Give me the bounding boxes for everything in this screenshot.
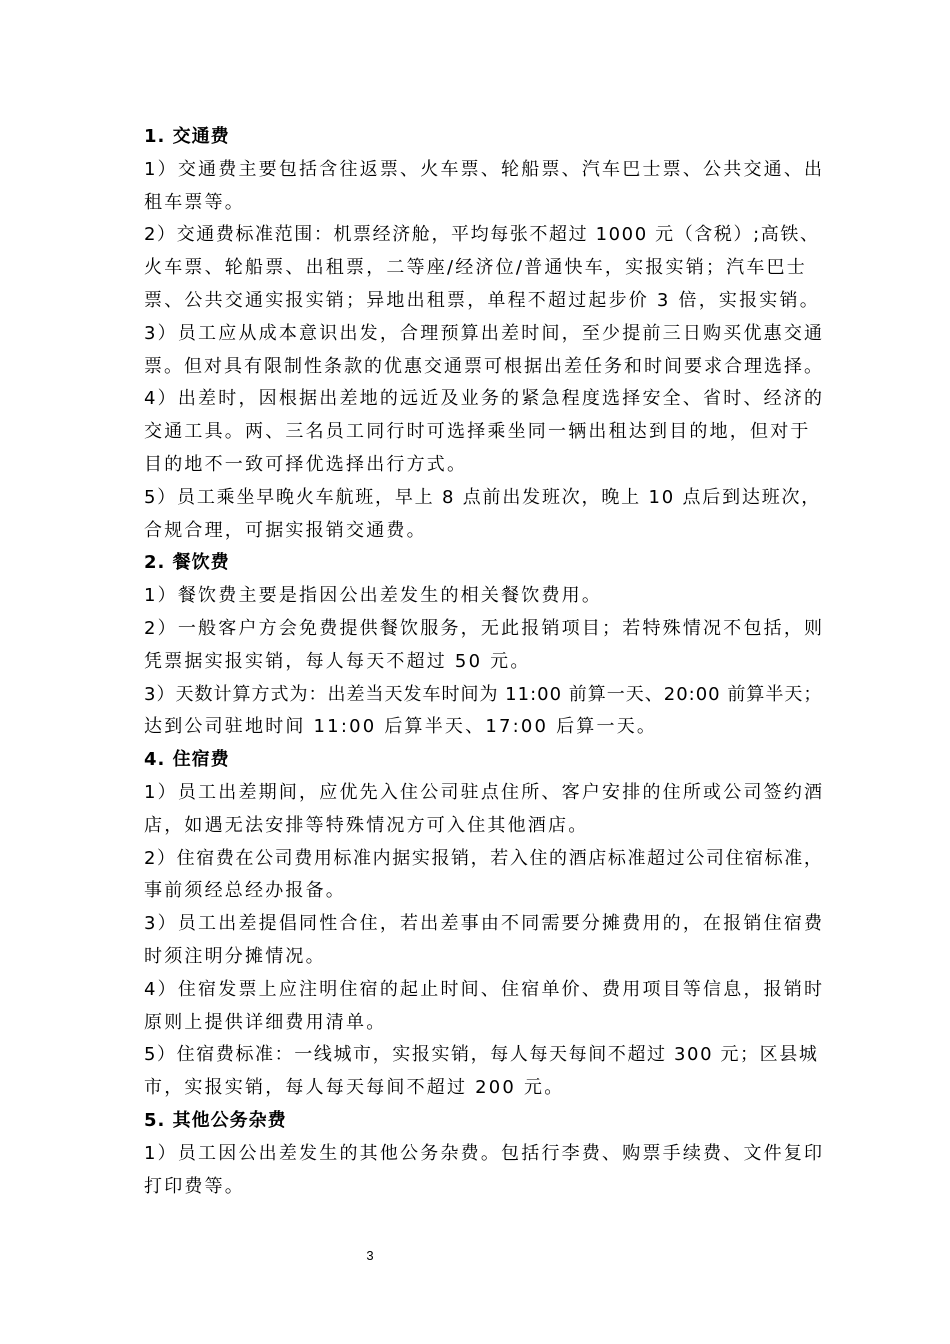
paragraph-line: 原则上提供详细费用清单。: [144, 1011, 387, 1033]
page-number: 3: [366, 1248, 374, 1263]
paragraph-line: 打印费等。: [144, 1175, 245, 1197]
section-heading: 5. 其他公务杂费: [144, 1109, 287, 1131]
paragraph-line: 票。但对具有限制性条款的优惠交通票可根据出差任务和时间要求合理选择。: [144, 355, 824, 377]
paragraph-line: 1）餐饮费主要是指因公出差发生的相关餐饮费用。: [144, 585, 603, 607]
paragraph-line: 时须注明分摊情况。: [144, 945, 326, 967]
paragraph-line: 2）交通费标准范围：机票经济舱，平均每张不超过 1000 元（含税）;高铁、: [144, 224, 820, 246]
paragraph-line: 租车票等。: [144, 191, 245, 213]
paragraph-line: 5）员工乘坐早晚火车航班，早上 8 点前出发班次，晚上 10 点后到达班次，: [144, 486, 822, 508]
paragraph-line: 1）员工因公出差发生的其他公务杂费。包括行李费、购票手续费、文件复印: [144, 1142, 825, 1164]
paragraph-line: 店，如遇无法安排等特殊情况方可入住其他酒店。: [144, 814, 589, 836]
paragraph-line: 2）一般客户方会免费提供餐饮服务，无此报销项目；若特殊情况不包括，则: [144, 617, 825, 639]
paragraph-line: 3）员工应从成本意识出发，合理预算出差时间，至少提前三日购买优惠交通: [144, 322, 825, 344]
paragraph-line: 火车票、轮船票、出租票，二等座/经济位/普通快车，实报实销；汽车巴士: [144, 257, 807, 279]
paragraph-line: 4）出差时，因根据出差地的远近及业务的紧急程度选择安全、省时、经济的: [144, 388, 825, 410]
section-heading: 4. 住宿费: [144, 749, 230, 771]
paragraph-line: 交通工具。两、三名员工同行时可选择乘坐同一辆出租达到目的地，但对于: [144, 421, 811, 443]
paragraph-line: 3）员工出差提倡同性合住，若出差事由不同需要分摊费用的，在报销住宿费: [144, 913, 825, 935]
paragraph-line: 1）员工出差期间，应优先入住公司驻点住所、客户安排的住所或公司签约酒: [144, 781, 825, 803]
paragraph-line: 2）住宿费在公司费用标准内据实报销，若入住的酒店标准超过公司住宿标准，: [144, 847, 824, 869]
paragraph-line: 4）住宿发票上应注明住宿的起止时间、住宿单价、费用项目等信息，报销时: [144, 978, 825, 1000]
section-heading: 2. 餐饮费: [144, 552, 230, 574]
paragraph-line: 事前须经总经办报备。: [144, 880, 346, 902]
paragraph-line: 合规合理，可据实报销交通费。: [144, 519, 427, 541]
paragraph-line: 达到公司驻地时间 11:00 后算半天、17:00 后算一天。: [144, 716, 658, 738]
section-heading: 1. 交通费: [144, 126, 230, 147]
document-body: [144, 121, 824, 1203]
paragraph-line: 目的地不一致可择优选择出行方式。: [144, 453, 468, 475]
paragraph-line: 3）天数计算方式为：出差当天发车时间为 11:00 前算一天、20:00 前算半天；: [144, 683, 823, 705]
paragraph-line: 市，实报实销，每人每天每间不超过 200 元。: [144, 1077, 565, 1099]
paragraph-line: 票、公共交通实报实销；异地出租票，单程不超过起步价 3 倍，实报实销。: [144, 289, 820, 311]
paragraph-line: 5）住宿费标准：一线城市，实报实销，每人每天每间不超过 300 元；区县城: [144, 1044, 819, 1066]
paragraph-line: 1）交通费主要包括含往返票、火车票、轮船票、汽车巴士票、公共交通、出: [144, 158, 825, 180]
paragraph-line: 凭票据实报实销，每人每天不超过 50 元。: [144, 650, 531, 672]
